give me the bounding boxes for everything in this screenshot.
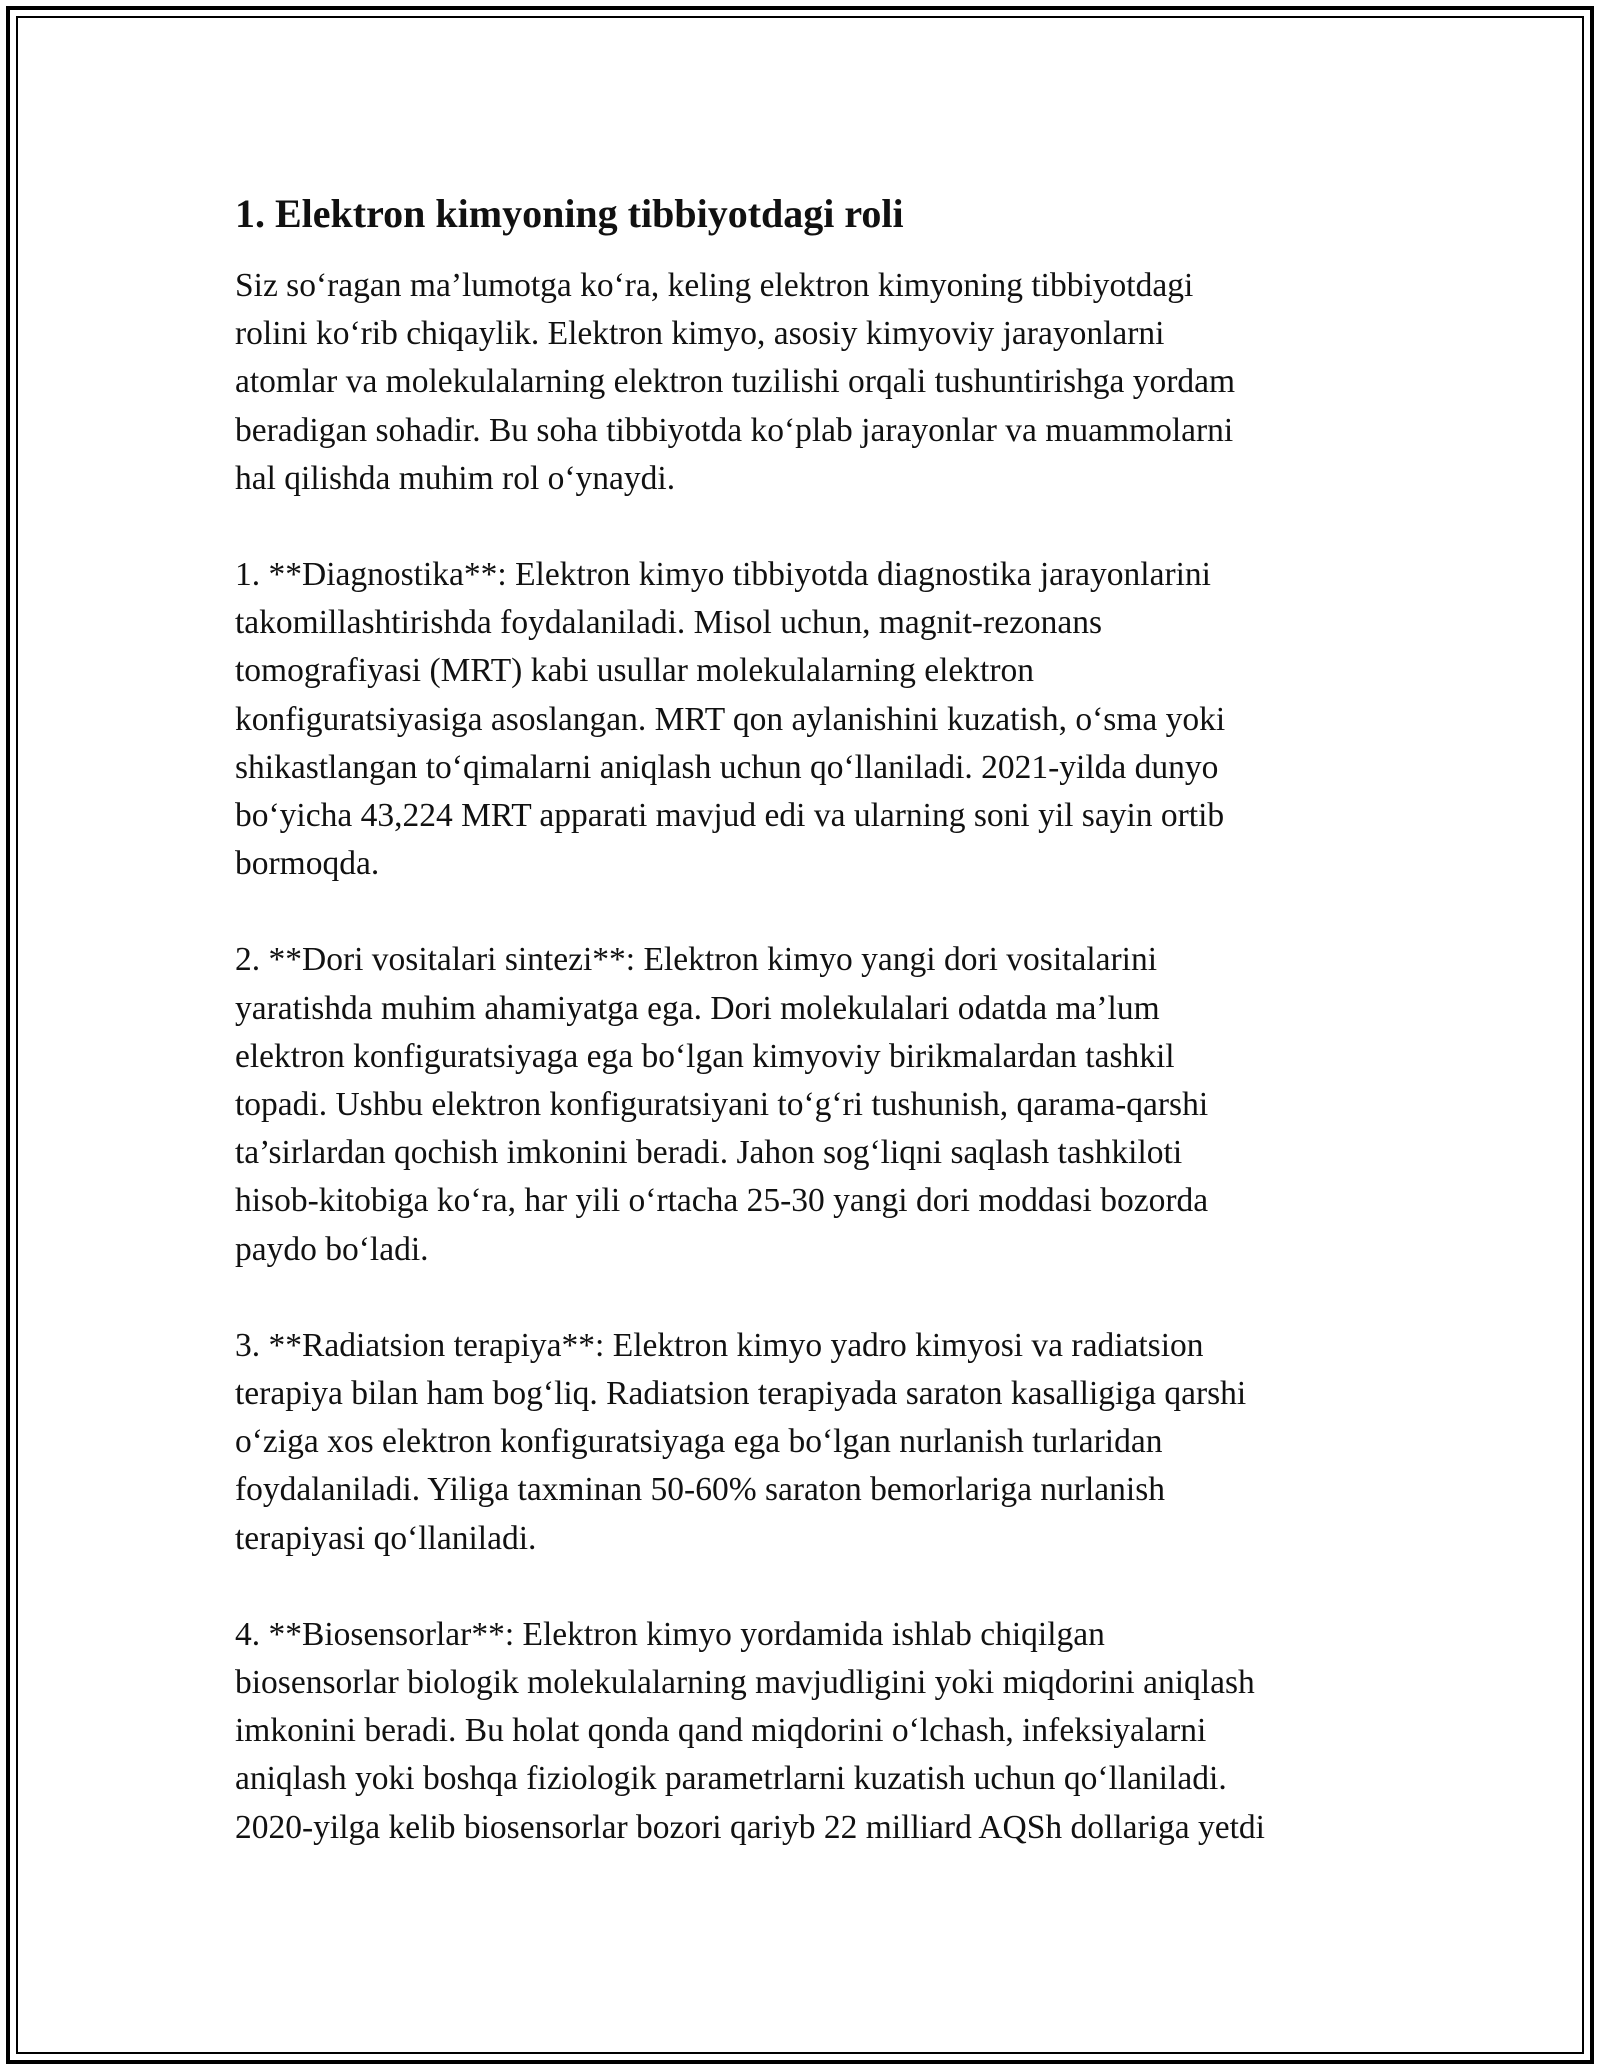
text-line: 2020-yilga kelib biosensorlar bozori qariyb 22 milliard AQSh dollariga yetdi (235, 1808, 1265, 1846)
text-line: bo‘yicha 43,224 MRT apparati mavjud edi va ularning soni yil sayin ortib (235, 797, 1225, 835)
text-line: topadi. Ushbu elektron konfiguratsiyani to‘g‘ri tushunish, qarama-qarshi (235, 1086, 1209, 1124)
document-body (235, 186, 1395, 1900)
intro-paragraph (235, 262, 1395, 503)
text-line: terapiya bilan ham bog‘liq. Radiatsion terapiyada saraton kasalligiga qarshi (235, 1375, 1247, 1413)
text-line: bormoqda. (235, 845, 380, 883)
text-line: 3. **Radiatsion terapiya**: Elektron kimyo yadro kimyosi va radiatsion (235, 1326, 1204, 1364)
text-line: foydalaniladi. Yiliga taxminan 50-60% saraton bemorlariga nurlanish (235, 1471, 1165, 1509)
text-line: hisob-kitobiga ko‘ra, har yili o‘rtacha 25-30 yangi dori moddasi bozorda (235, 1182, 1209, 1220)
document-title: 1. Elektron kimyoning tibbiyotdagi roli (235, 191, 904, 236)
text-line: yaratishda muhim ahamiyatga ega. Dori molekulalari odatda ma’lum (235, 989, 1160, 1027)
text-line: elektron konfiguratsiyaga ega bo‘lgan kimyoviy birikmalardan tashkil (235, 1037, 1175, 1075)
text-line: terapiyasi qo‘llaniladi. (235, 1519, 537, 1557)
text-line: paydo bo‘ladi. (235, 1230, 429, 1268)
text-line: o‘ziga xos elektron konfiguratsiyaga ega bo‘lgan nurlanish turlaridan (235, 1423, 1163, 1461)
text-line: beradigan sohadir. Bu soha tibbiyotda ko‘plab jarayonlar va muammolarni (235, 411, 1234, 449)
text-line: tomografiyasi (MRT) kabi usullar molekulalarning elektron (235, 652, 1034, 690)
text-line: imkonini beradi. Bu holat qonda qand miqdorini o‘lchash, infeksiyalarni (235, 1712, 1207, 1750)
text-line: biosensorlar biologik molekulalarning mavjudligini yoki miqdorini aniqlash (235, 1664, 1255, 1702)
text-line: hal qilishda muhim rol o‘ynaydi. (235, 459, 676, 497)
text-line: konfiguratsiyasiga asoslangan. MRT qon aylanishini kuzatish, o‘sma yoki (235, 700, 1226, 738)
text-line: atomlar va molekulalarning elektron tuzilishi orqali tushuntirishga yordam (235, 363, 1236, 401)
drug-synthesis-paragraph (235, 936, 1395, 1273)
text-line: ta’sirlardan qochish imkonini beradi. Jahon sog‘liqni saqlash tashkiloti (235, 1134, 1183, 1172)
text-line: Siz so‘ragan ma’lumotga ko‘ra, keling elektron kimyoning tibbiyotdagi (235, 267, 1194, 304)
text-line: shikastlangan to‘qimalarni aniqlash uchun qo‘llaniladi. 2021-yilda dunyo (235, 748, 1219, 786)
text-line: 4. **Biosensorlar**: Elektron kimyo yordamida ishlab chiqilgan (235, 1615, 1105, 1653)
text-line: takomillashtirishda foydalaniladi. Misol uchun, magnit-rezonans (235, 604, 1103, 642)
biosensors-paragraph (235, 1611, 1395, 1852)
text-line: 1. **Diagnostika**: Elektron kimyo tibbiyotda diagnostika jarayonlarini (235, 556, 1211, 594)
radiation-therapy-paragraph (235, 1322, 1395, 1563)
text-line: aniqlash yoki boshqa fiziologik parametrlarni kuzatish uchun qo‘llaniladi. (235, 1760, 1227, 1798)
text-line: rolini ko‘rib chiqaylik. Elektron kimyo, asosiy kimyoviy jarayonlarni (235, 315, 1165, 353)
diagnostics-paragraph (235, 551, 1395, 888)
text-line: 2. **Dori vositalari sintezi**: Elektron kimyo yangi dori vositalarini (235, 941, 1158, 979)
